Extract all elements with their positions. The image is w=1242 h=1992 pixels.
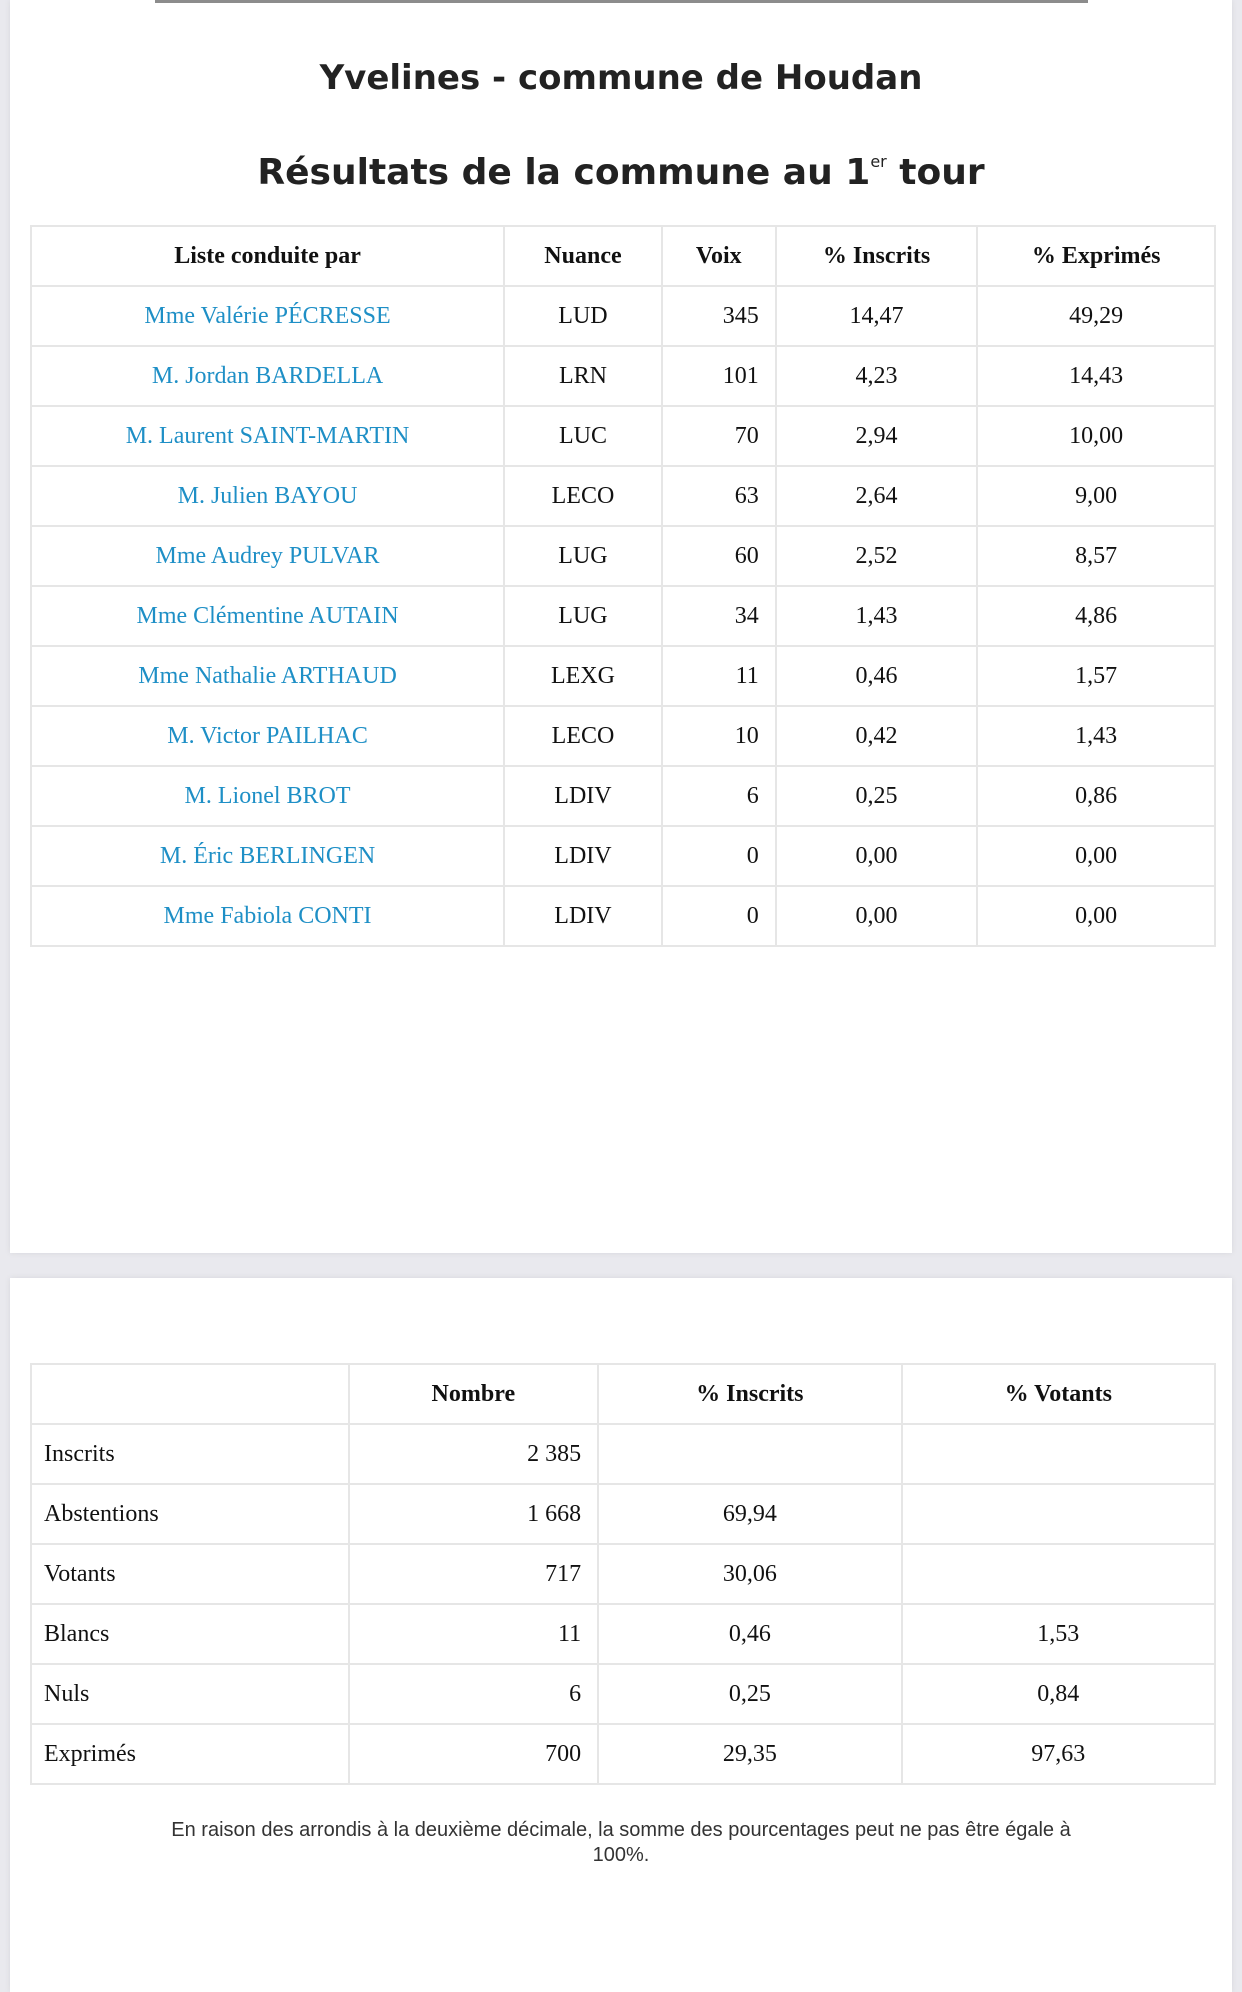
- stats-header-row: [31, 1364, 1215, 1424]
- stat-pct-votants: 97,63: [902, 1724, 1215, 1784]
- stat-nombre: 2 385: [349, 1424, 599, 1484]
- candidate-link[interactable]: Mme Clémentine AUTAIN: [31, 586, 504, 646]
- page-title: Yvelines - commune de Houdan: [319, 58, 923, 98]
- stat-pct-inscrits: 29,35: [598, 1724, 901, 1784]
- pct-inscrits-cell: 0,25: [776, 766, 978, 826]
- results-table: [30, 225, 1216, 947]
- table-row: [31, 1424, 1215, 1484]
- pct-inscrits-cell: 14,47: [776, 286, 978, 346]
- table-row: [31, 766, 1215, 826]
- table-row: [31, 826, 1215, 886]
- stat-pct-inscrits: [598, 1424, 901, 1484]
- candidate-link[interactable]: M. Julien BAYOU: [31, 466, 504, 526]
- candidate-link[interactable]: Mme Audrey PULVAR: [31, 526, 504, 586]
- pct-exprimes-cell: 9,00: [977, 466, 1215, 526]
- rounding-note: En raison des arrondis à la deuxième décimale, la somme des pourcentages peut ne pas être égale à 100%.: [171, 1819, 1071, 1866]
- voix-cell: 34: [662, 586, 776, 646]
- table-row: [31, 1544, 1215, 1604]
- candidate-link[interactable]: M. Jordan BARDELLA: [31, 346, 504, 406]
- voix-cell: 60: [662, 526, 776, 586]
- stat-nombre: 717: [349, 1544, 599, 1604]
- nuance-cell: LUG: [504, 526, 662, 586]
- pct-inscrits-cell: 0,00: [776, 826, 978, 886]
- pct-exprimes-cell: 1,43: [977, 706, 1215, 766]
- voix-cell: 11: [662, 646, 776, 706]
- table-row: [31, 526, 1215, 586]
- table-row: [31, 406, 1215, 466]
- nuance-cell: LDIV: [504, 766, 662, 826]
- stat-pct-inscrits: 0,46: [598, 1604, 901, 1664]
- table-row: [31, 466, 1215, 526]
- col-header-pct-inscrits: % Inscrits: [598, 1364, 901, 1424]
- pct-inscrits-cell: 0,00: [776, 886, 978, 946]
- nuance-cell: LUC: [504, 406, 662, 466]
- col-header-inscrits: % Inscrits: [776, 226, 978, 286]
- pct-exprimes-cell: 1,57: [977, 646, 1215, 706]
- nuance-cell: LRN: [504, 346, 662, 406]
- nuance-cell: LECO: [504, 466, 662, 526]
- candidate-link[interactable]: M. Éric BERLINGEN: [31, 826, 504, 886]
- voix-cell: 101: [662, 346, 776, 406]
- voix-cell: 345: [662, 286, 776, 346]
- pct-inscrits-cell: 1,43: [776, 586, 978, 646]
- results-heading-end: tour: [886, 152, 985, 193]
- pct-inscrits-cell: 4,23: [776, 346, 978, 406]
- results-header-row: [31, 226, 1215, 286]
- pct-exprimes-cell: 4,86: [977, 586, 1215, 646]
- table-row: [31, 706, 1215, 766]
- voix-cell: 0: [662, 886, 776, 946]
- candidate-link[interactable]: Mme Fabiola CONTI: [31, 886, 504, 946]
- table-row: [31, 886, 1215, 946]
- stat-label: Exprimés: [31, 1724, 349, 1784]
- col-header-liste: Liste conduite par: [31, 226, 504, 286]
- pct-inscrits-cell: 2,52: [776, 526, 978, 586]
- nuance-cell: LECO: [504, 706, 662, 766]
- top-divider: [155, 0, 1088, 3]
- stats-panel: [10, 1278, 1232, 1992]
- table-row: [31, 1724, 1215, 1784]
- stats-table: [30, 1363, 1216, 1785]
- table-row: [31, 1664, 1215, 1724]
- nuance-cell: LUG: [504, 586, 662, 646]
- stat-pct-votants: [902, 1424, 1215, 1484]
- pct-exprimes-cell: 0,00: [977, 886, 1215, 946]
- stat-nombre: 6: [349, 1664, 599, 1724]
- candidate-link[interactable]: Mme Nathalie ARTHAUD: [31, 646, 504, 706]
- nuance-cell: LUD: [504, 286, 662, 346]
- stat-pct-inscrits: 69,94: [598, 1484, 901, 1544]
- pct-inscrits-cell: 2,64: [776, 466, 978, 526]
- stat-nombre: 1 668: [349, 1484, 599, 1544]
- stat-label: Blancs: [31, 1604, 349, 1664]
- table-row: [31, 646, 1215, 706]
- candidate-link[interactable]: M. Lionel BROT: [31, 766, 504, 826]
- pct-exprimes-cell: 49,29: [977, 286, 1215, 346]
- pct-exprimes-cell: 10,00: [977, 406, 1215, 466]
- pct-exprimes-cell: 0,00: [977, 826, 1215, 886]
- col-header-exprimes: % Exprimés: [977, 226, 1215, 286]
- results-panel: [10, 0, 1232, 1253]
- stat-nombre: 700: [349, 1724, 599, 1784]
- table-row: [31, 346, 1215, 406]
- results-heading-sup: er: [870, 152, 887, 171]
- col-header-pct-votants: % Votants: [902, 1364, 1215, 1424]
- table-row: [31, 586, 1215, 646]
- pct-inscrits-cell: 0,42: [776, 706, 978, 766]
- stat-pct-votants: [902, 1484, 1215, 1544]
- candidate-link[interactable]: M. Laurent SAINT-MARTIN: [31, 406, 504, 466]
- stat-label: Inscrits: [31, 1424, 349, 1484]
- pct-exprimes-cell: 8,57: [977, 526, 1215, 586]
- stat-pct-votants: 0,84: [902, 1664, 1215, 1724]
- stat-label: Abstentions: [31, 1484, 349, 1544]
- stat-label: Nuls: [31, 1664, 349, 1724]
- candidate-link[interactable]: M. Victor PAILHAC: [31, 706, 504, 766]
- voix-cell: 70: [662, 406, 776, 466]
- col-header-voix: Voix: [662, 226, 776, 286]
- stat-pct-inscrits: 30,06: [598, 1544, 901, 1604]
- col-header-empty: [31, 1364, 349, 1424]
- pct-inscrits-cell: 2,94: [776, 406, 978, 466]
- pct-exprimes-cell: 0,86: [977, 766, 1215, 826]
- results-heading: [10, 152, 1232, 193]
- pct-exprimes-cell: 14,43: [977, 346, 1215, 406]
- voix-cell: 10: [662, 706, 776, 766]
- table-row: [31, 286, 1215, 346]
- stat-pct-inscrits: 0,25: [598, 1664, 901, 1724]
- nuance-cell: LDIV: [504, 826, 662, 886]
- candidate-link[interactable]: Mme Valérie PÉCRESSE: [31, 286, 504, 346]
- pct-inscrits-cell: 0,46: [776, 646, 978, 706]
- nuance-cell: LDIV: [504, 886, 662, 946]
- stat-pct-votants: 1,53: [902, 1604, 1215, 1664]
- voix-cell: 6: [662, 766, 776, 826]
- table-row: [31, 1484, 1215, 1544]
- results-heading-main: Résultats de la commune au 1: [257, 152, 871, 193]
- stat-pct-votants: [902, 1544, 1215, 1604]
- col-header-nuance: Nuance: [504, 226, 662, 286]
- table-row: [31, 1604, 1215, 1664]
- nuance-cell: LEXG: [504, 646, 662, 706]
- stat-label: Votants: [31, 1544, 349, 1604]
- voix-cell: 0: [662, 826, 776, 886]
- stat-nombre: 11: [349, 1604, 599, 1664]
- voix-cell: 63: [662, 466, 776, 526]
- col-header-nombre: Nombre: [349, 1364, 599, 1424]
